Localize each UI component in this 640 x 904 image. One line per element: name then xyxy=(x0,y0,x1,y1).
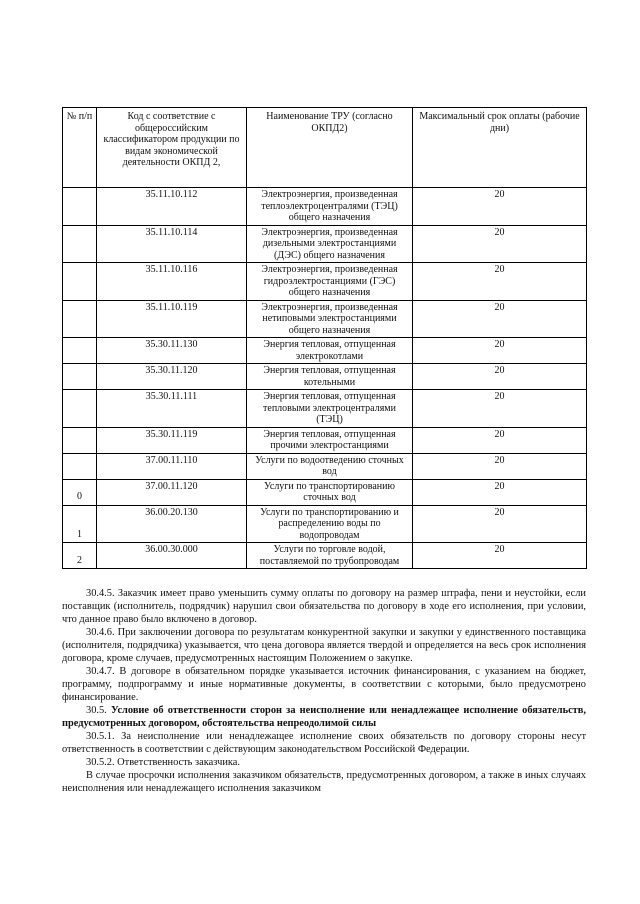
row-term: 20 xyxy=(413,188,587,226)
row-num xyxy=(63,263,97,301)
table-row xyxy=(63,364,587,390)
table-row xyxy=(63,338,587,364)
row-name: Электроэнергия, произведенная теплоэлектроцентралями (ТЭЦ) общего назначения xyxy=(247,188,413,226)
table-row xyxy=(63,453,587,479)
row-code: 35.30.11.130 xyxy=(97,338,247,364)
row-num: 1 xyxy=(63,505,97,543)
row-term: 20 xyxy=(413,390,587,428)
document-text xyxy=(62,587,586,795)
row-num xyxy=(63,225,97,263)
paragraph-30-4-5: 30.4.5. Заказчик имеет право уменьшить сумму оплаты по договору на размер штрафа, пени и неустойки, если поставщик (исполнитель, подрядчик) нарушил свои обязательства по договору в ходе его исполнения, при условии, что данное право было включено в договор. xyxy=(62,588,586,625)
row-code: 36.00.30.000 xyxy=(97,543,247,569)
paragraph-30-4-7: 30.4.7. В договоре в обязательном порядке указывается источник финансирования, с указанием на бюджет, программу, подпрограмму и иные нормативные документы, в соответствии с которыми, было предусмотрено финансирование. xyxy=(62,666,586,703)
row-term: 20 xyxy=(413,263,587,301)
row-term: 20 xyxy=(413,364,587,390)
row-code: 35.30.11.120 xyxy=(97,364,247,390)
row-name: Электроэнергия, произведенная гидроэлектростанциями (ГЭС) общего назначения xyxy=(247,263,413,301)
row-num: 2 xyxy=(63,543,97,569)
row-term: 20 xyxy=(413,427,587,453)
row-term: 20 xyxy=(413,543,587,569)
row-code: 35.11.10.112 xyxy=(97,188,247,226)
row-name: Энергия тепловая, отпущенная тепловыми электроцентралями (ТЭЦ) xyxy=(247,390,413,428)
row-num xyxy=(63,188,97,226)
table-header-row xyxy=(63,108,587,188)
row-name: Электроэнергия, произведенная нетиповыми электростанциями общего назначения xyxy=(247,300,413,338)
header-term: Максимальный срок оплаты (рабочие дни) xyxy=(413,108,587,188)
row-code: 35.30.11.119 xyxy=(97,427,247,453)
row-num: 0 xyxy=(63,479,97,505)
row-num xyxy=(63,427,97,453)
table-body xyxy=(63,188,587,569)
row-name: Энергия тепловая, отпущенная электрокотлами xyxy=(247,338,413,364)
row-name: Услуги по транспортированию сточных вод xyxy=(247,479,413,505)
row-name: Услуги по транспортированию и распределению воды по водопроводам xyxy=(247,505,413,543)
paragraph-continuation: В случае просрочки исполнения заказчиком обязательств, предусмотренных договором, а также в иных случаях неисполнения или ненадлежащего исполнения заказчиком xyxy=(62,770,586,794)
row-name: Услуги по водоотведению сточных вод xyxy=(247,453,413,479)
table-row xyxy=(63,225,587,263)
table-row xyxy=(63,263,587,301)
row-code: 35.11.10.119 xyxy=(97,300,247,338)
row-num xyxy=(63,338,97,364)
row-num xyxy=(63,300,97,338)
table-row xyxy=(63,505,587,543)
section-number: 30.5. xyxy=(86,705,107,716)
payment-terms-table xyxy=(62,107,587,569)
table-row xyxy=(63,427,587,453)
table-row xyxy=(63,300,587,338)
row-term: 20 xyxy=(413,338,587,364)
row-name: Услуги по торговле водой, поставляемой по трубопроводам xyxy=(247,543,413,569)
row-code: 36.00.20.130 xyxy=(97,505,247,543)
row-term: 20 xyxy=(413,453,587,479)
row-code: 35.11.10.114 xyxy=(97,225,247,263)
header-num: № п/п xyxy=(63,108,97,188)
row-name: Энергия тепловая, отпущенная прочими электростанциями xyxy=(247,427,413,453)
row-term: 20 xyxy=(413,505,587,543)
row-code: 37.00.11.110 xyxy=(97,453,247,479)
header-name: Наименование ТРУ (согласно ОКПД2) xyxy=(247,108,413,188)
header-code: Код с соответствие с общероссийским классификатором продукции по видам экономической деятельности ОКПД 2, xyxy=(97,108,247,188)
section-title: Условие об ответственности сторон за неисполнение или ненадлежащее исполнение обязательств, предусмотренных договором, обстоятельства непреодолимой силы xyxy=(62,705,586,729)
paragraph-30-5-1: 30.5.1. За неисполнение или ненадлежащее исполнение своих обязательств по договору стороны несут ответственность в соответствии с действующим законодательством Российской Федерации. xyxy=(62,731,586,755)
table-row xyxy=(63,543,587,569)
table-row xyxy=(63,188,587,226)
row-term: 20 xyxy=(413,479,587,505)
row-name: Электроэнергия, произведенная дизельными электростанциями (ДЭС) общего назначения xyxy=(247,225,413,263)
row-term: 20 xyxy=(413,300,587,338)
row-term: 20 xyxy=(413,225,587,263)
row-num xyxy=(63,453,97,479)
row-code: 35.30.11.111 xyxy=(97,390,247,428)
section-heading-30-5 xyxy=(62,704,586,730)
row-code: 37.00.11.120 xyxy=(97,479,247,505)
paragraph-30-4-6: 30.4.6. При заключении договора по результатам конкурентной закупки и закупки у единственного поставщика (исполнителя, подрядчика) указывается, что цена договора является твердой и определяется на весь срок исполнения договора, кроме случаев, предусмотренных настоящим Положением о закупке. xyxy=(62,627,586,664)
row-code: 35.11.10.116 xyxy=(97,263,247,301)
table-row xyxy=(63,479,587,505)
table-row xyxy=(63,390,587,428)
row-num xyxy=(63,390,97,428)
row-num xyxy=(63,364,97,390)
paragraph-30-5-2: 30.5.2. Ответственность заказчика. xyxy=(86,757,241,768)
row-name: Энергия тепловая, отпущенная котельными xyxy=(247,364,413,390)
